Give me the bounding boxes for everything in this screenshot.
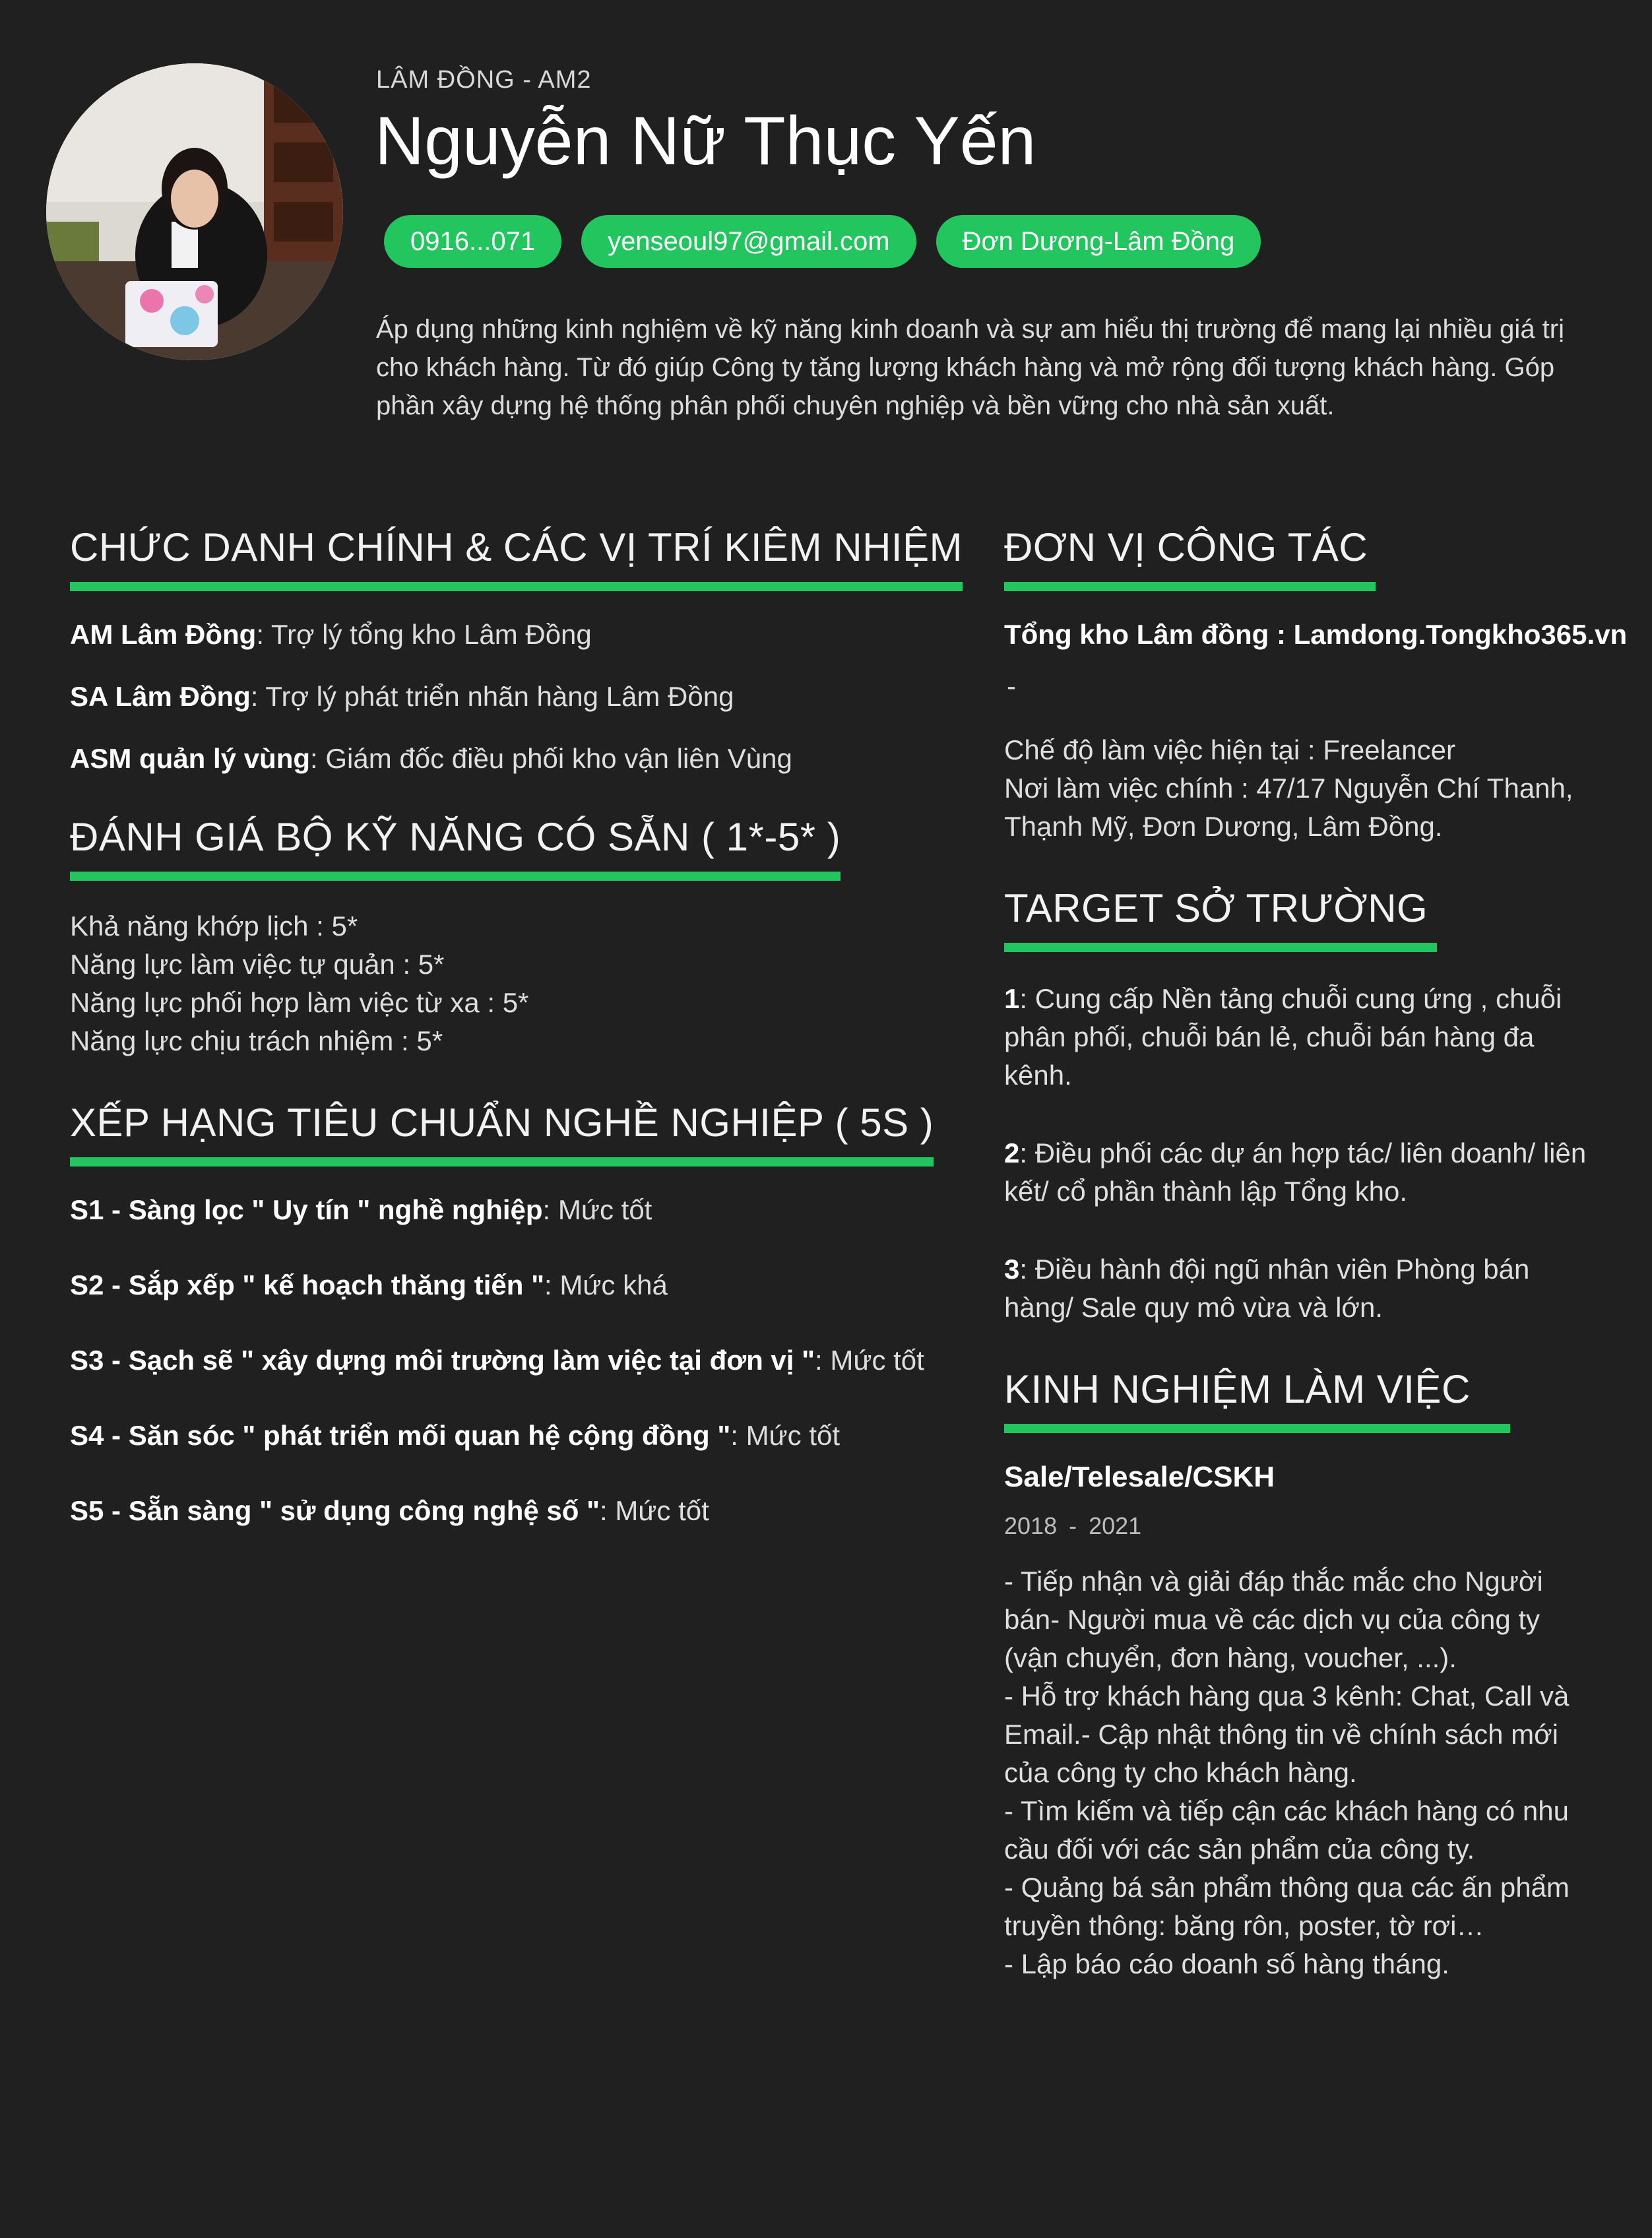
experience-role: Sale/Telesale/CSKH — [1004, 1461, 1275, 1493]
targets-section — [1004, 885, 1598, 1327]
skill-item: Khả năng khớp lịch : 5* — [70, 911, 358, 942]
standard-key: S2 - Sắp xếp " kế hoạch thăng tiến " — [70, 1269, 544, 1300]
left-column — [70, 525, 963, 1566]
role-value: : Trợ lý tổng kho Lâm Đồng — [256, 619, 592, 650]
unit-section — [1004, 525, 1628, 846]
contact-pills — [384, 215, 1261, 268]
work-mode: Chế độ làm việc hiện tại : Freelancer — [1004, 734, 1455, 765]
role-item — [70, 743, 928, 775]
candidate-name: Nguyễn Nữ Thục Yến — [375, 103, 1036, 179]
standards-section — [70, 1100, 934, 1527]
roles-title: CHỨC DANH CHÍNH & CÁC VỊ TRÍ KIÊM NHIỆM — [70, 525, 963, 591]
unit-dash: - — [1007, 670, 1016, 701]
experience-line: - Hỗ trợ khách hàng qua 3 kênh: Chat, Call và Email.- Cập nhật thông tin về chính sách mới của công ty cho khách hàng. — [1004, 1680, 1570, 1788]
standard-value: : Mức khá — [544, 1269, 668, 1300]
target-number: 2 — [1004, 1137, 1020, 1168]
skills-title: ĐÁNH GIÁ BỘ KỸ NĂNG CÓ SẴN ( 1*-5* ) — [70, 814, 841, 881]
right-column — [1004, 525, 1628, 2023]
experience-description — [1004, 1562, 1598, 1983]
standard-value: : Mức tốt — [599, 1495, 709, 1526]
unit-name: Tổng kho Lâm đồng : Lamdong.Tongkho365.vn — [1004, 619, 1628, 650]
targets-title: TARGET SỞ TRƯỜNG — [1004, 885, 1437, 952]
standards-title: XẾP HẠNG TIÊU CHUẨN NGHỀ NGHIỆP ( 5S ) — [70, 1100, 934, 1167]
target-item — [1004, 1134, 1598, 1211]
role-value: : Trợ lý phát triển nhãn hàng Lâm Đồng — [250, 681, 734, 712]
unit-details — [1004, 731, 1598, 846]
standard-item — [70, 1345, 928, 1376]
role-item — [70, 681, 928, 713]
standard-key: S4 - Săn sóc " phát triển mối quan hệ cộng đồng " — [70, 1420, 731, 1451]
role-item — [70, 619, 928, 651]
standard-value: : Mức tốt — [730, 1420, 841, 1451]
unit-title: ĐƠN VỊ CÔNG TÁC — [1004, 525, 1376, 591]
standard-item — [70, 1495, 928, 1527]
experience-line: - Lập báo cáo doanh số hàng tháng. — [1004, 1948, 1449, 1979]
workplace: Nơi làm việc chính : 47/17 Nguyễn Chí Thanh, Thạnh Mỹ, Đơn Dương, Lâm Đồng. — [1004, 773, 1573, 842]
target-number: 3 — [1004, 1254, 1020, 1285]
standard-item — [70, 1420, 928, 1452]
standard-value: : Mức tốt — [542, 1194, 652, 1225]
standard-key: S1 - Sàng lọc " Uy tín " nghề nghiệp — [70, 1194, 543, 1225]
target-text: : Điều hành đội ngũ nhân viên Phòng bán hàng/ Sale quy mô vừa và lớn. — [1004, 1254, 1530, 1323]
profile-photo — [46, 63, 343, 360]
phone-pill[interactable]: 0916...071 — [384, 215, 561, 268]
experience-line: - Quảng bá sản phẩm thông qua các ấn phẩm truyền thông: băng rôn, poster, tờ rơi… — [1004, 1872, 1570, 1941]
role-value: : Giám đốc điều phối kho vận liên Vùng — [310, 743, 792, 774]
standard-item — [70, 1269, 928, 1301]
standard-item — [70, 1194, 928, 1226]
experience-end: 2021 — [1089, 1512, 1142, 1539]
experience-separator: - — [1069, 1512, 1077, 1539]
target-number: 1 — [1004, 983, 1020, 1014]
role-key: SA Lâm Đồng — [70, 681, 251, 712]
target-text: : Điều phối các dự án hợp tác/ liên doanh/ liên kết/ cổ phần thành lập Tổng kho. — [1004, 1137, 1587, 1207]
target-item — [1004, 980, 1598, 1095]
target-item — [1004, 1250, 1598, 1327]
experience-section — [1004, 1366, 1598, 1983]
experience-dates — [1004, 1512, 1598, 1540]
target-text: : Cung cấp Nền tảng chuỗi cung ứng , chuỗi phân phối, chuỗi bán lẻ, chuỗi bán hàng đa kênh. — [1004, 983, 1562, 1091]
skill-item: Năng lực làm việc tự quản : 5* — [70, 949, 445, 980]
location-pill[interactable]: Đơn Dương-Lâm Đồng — [936, 215, 1261, 268]
email-pill[interactable]: yenseoul97@gmail.com — [581, 215, 916, 268]
experience-title: KINH NGHIỆM LÀM VIỆC — [1004, 1366, 1510, 1433]
standard-key: S3 - Sạch sẽ " xây dựng môi trường làm việc tại đơn vị " — [70, 1345, 815, 1376]
experience-line: - Tiếp nhận và giải đáp thắc mắc cho Người bán- Người mua về các dịch vụ của công ty (vận chuyển, đơn hàng, voucher, ...). — [1004, 1566, 1543, 1673]
skills-section — [70, 814, 928, 1060]
skill-item: Năng lực phối hợp làm việc từ xa : 5* — [70, 987, 529, 1018]
role-key: AM Lâm Đồng — [70, 619, 257, 650]
role-key: ASM quản lý vùng — [70, 743, 311, 774]
career-objective: Áp dụng những kinh nghiệm về kỹ năng kinh doanh và sự am hiểu thị trường để mang lại nhiều giá trị cho khách hàng. Từ đó giúp Công ty tăng lượng khách hàng và mở rộng đối tượng khách hàng. Góp phần xây dựng hệ thống phân phối chuyên nghiệp và bền vững cho nhà sản xuất. — [376, 315, 1564, 420]
region-label: LÂM ĐỒNG - AM2 — [376, 66, 592, 94]
roles-section — [70, 525, 963, 775]
standard-value: : Mức tốt — [815, 1345, 924, 1376]
skills-list — [70, 907, 928, 1060]
skill-item: Năng lực chịu trách nhiệm : 5* — [70, 1025, 443, 1056]
experience-line: - Tìm kiếm và tiếp cận các khách hàng có nhu cầu đối với các sản phẩm của công ty. — [1004, 1795, 1569, 1865]
experience-start: 2018 — [1004, 1512, 1058, 1539]
standard-key: S5 - Sẵn sàng " sử dụng công nghệ số " — [70, 1495, 600, 1526]
